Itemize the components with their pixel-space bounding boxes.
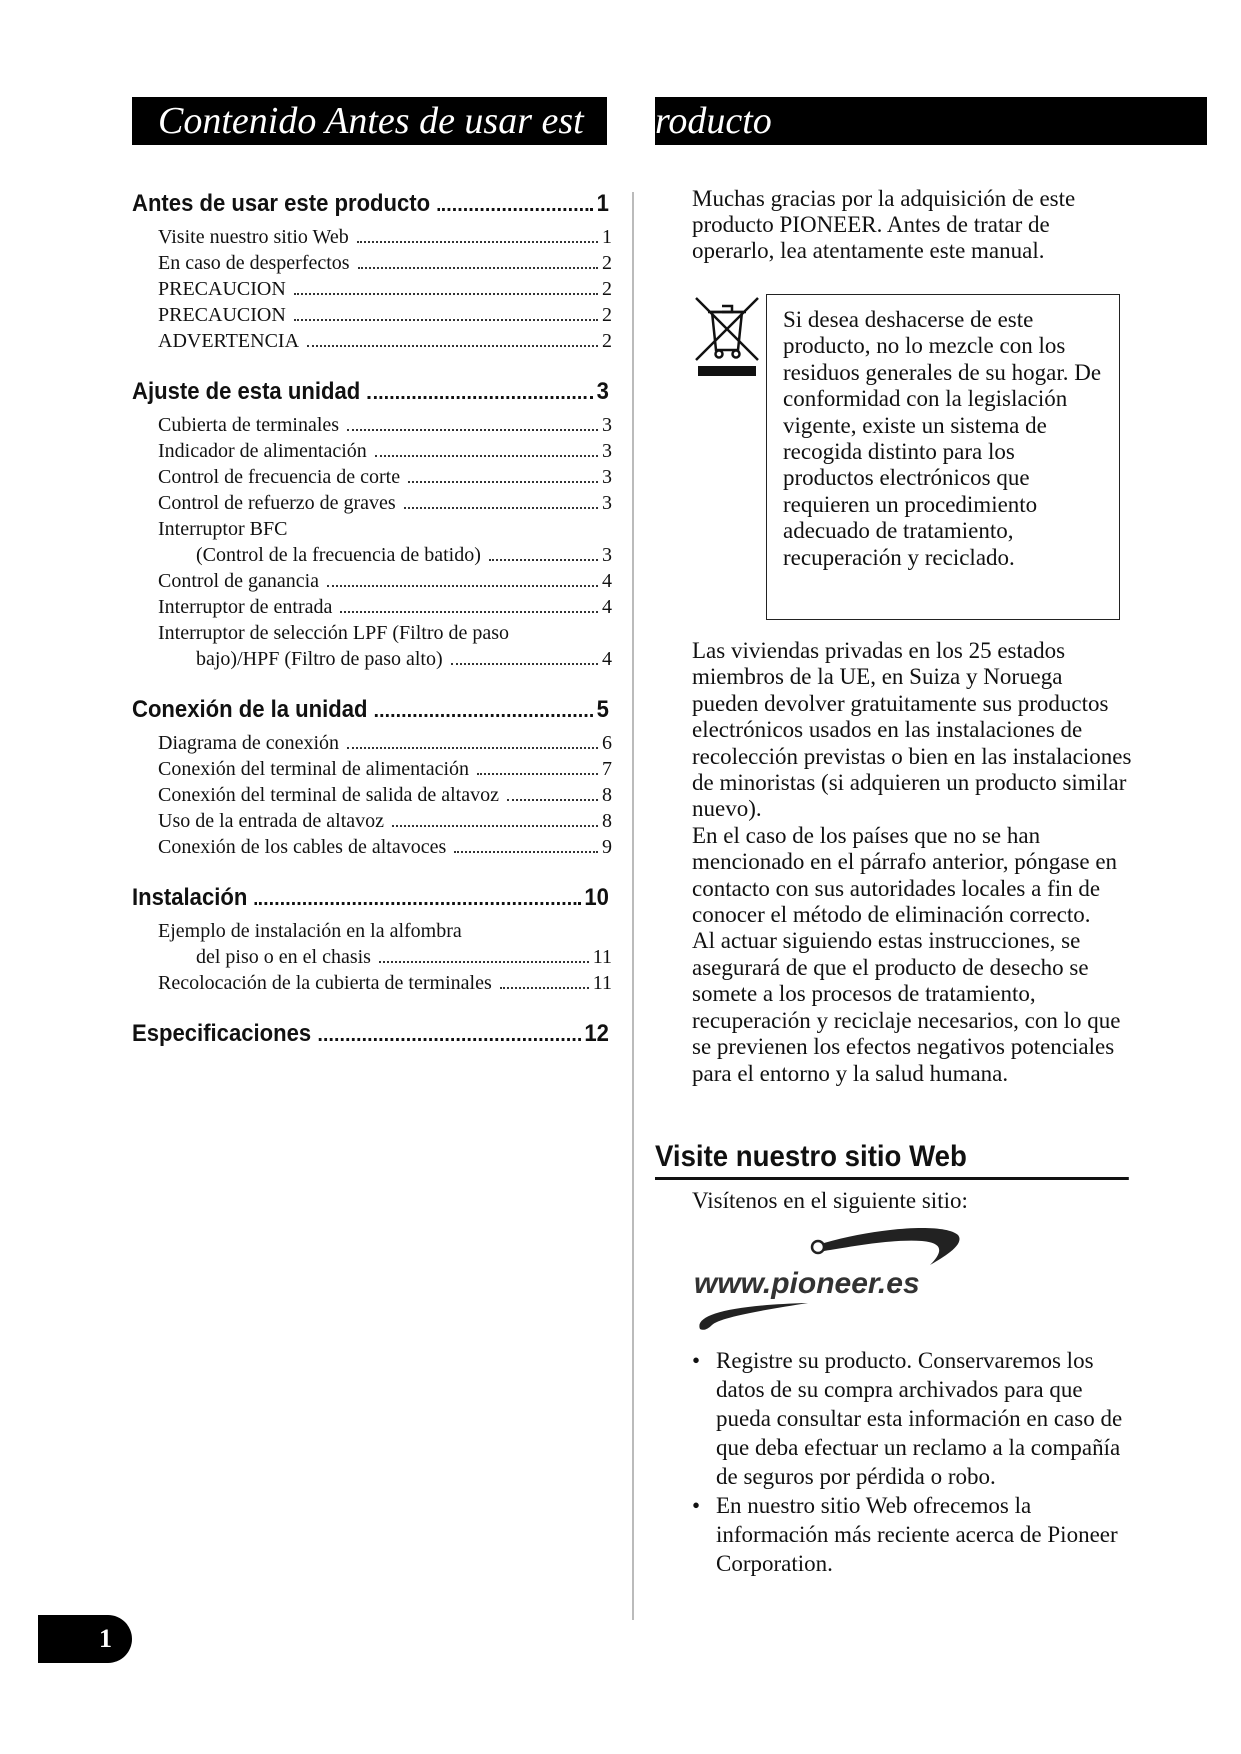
- toc-item-label: Conexión del terminal de alimentación: [158, 758, 470, 780]
- toc-item[interactable]: [132, 302, 612, 328]
- column-divider: [632, 192, 634, 1620]
- toc-section: [132, 878, 612, 996]
- toc-leader-dots: [454, 851, 598, 853]
- toc-item-label: Conexión del terminal de salida de altavoz: [158, 784, 499, 806]
- toc-item[interactable]: [132, 412, 612, 438]
- toc-item[interactable]: [132, 730, 612, 756]
- toc-item[interactable]: [132, 646, 612, 672]
- toc-item[interactable]: [132, 516, 612, 542]
- toc-item-page: 4: [602, 570, 612, 592]
- toc-leader-dots: [358, 267, 598, 269]
- toc-item-page: 4: [602, 596, 612, 618]
- logo-text: www.pioneer.es: [694, 1267, 920, 1300]
- website-bullet-item: [692, 1491, 1132, 1578]
- toc-item-label: Interruptor BFC: [158, 518, 288, 540]
- toc-section: [132, 690, 612, 860]
- toc-item-page: 3: [602, 440, 612, 462]
- header-title-left: Contenido Antes de usar est: [158, 100, 584, 142]
- toc-item[interactable]: [132, 782, 612, 808]
- toc-section-heading[interactable]: [132, 372, 609, 412]
- toc-item-label: Interruptor de entrada: [158, 596, 333, 618]
- toc-leader-dots: [347, 429, 598, 431]
- toc-item-page: 11: [592, 972, 612, 994]
- website-bullet-item: [692, 1346, 1132, 1491]
- header-title-right: roducto: [655, 100, 772, 142]
- toc-leader-dots: [294, 293, 598, 295]
- page-number-badge: [38, 1615, 132, 1663]
- toc-item[interactable]: [132, 756, 612, 782]
- toc-item-page: 11: [592, 946, 612, 968]
- body-paragraph-2: En el caso de los países que no se han mencionado en el párrafo anterior, póngase en contacto con sus autoridades locales a fin de conocer el método de eliminación correcto.: [692, 822, 1118, 928]
- toc-item-label: Ejemplo de instalación en la alfombra: [158, 920, 462, 942]
- toc-leader-dots: [379, 961, 589, 963]
- toc-leader-dots: [347, 747, 598, 749]
- toc-item[interactable]: [132, 328, 612, 354]
- table-of-contents: [132, 184, 612, 1072]
- toc-item[interactable]: [132, 542, 612, 568]
- toc-item-page: 2: [602, 252, 612, 274]
- toc-item[interactable]: [132, 918, 612, 944]
- toc-item-label: bajo)/HPF (Filtro de paso alto): [196, 648, 443, 670]
- toc-item-label: (Control de la frecuencia de batido): [196, 544, 481, 566]
- visit-text: Visítenos en el siguiente sitio:: [692, 1188, 968, 1213]
- toc-item-label: Visite nuestro sitio Web: [158, 226, 349, 248]
- toc-item[interactable]: [132, 620, 612, 646]
- pioneer-website-logo[interactable]: [690, 1225, 980, 1335]
- toc-item[interactable]: [132, 276, 612, 302]
- toc-item-label: Uso de la entrada de altavoz: [158, 810, 385, 832]
- toc-section-heading[interactable]: [132, 690, 609, 730]
- toc-section-page: 10: [584, 884, 609, 911]
- toc-item-label: PRECAUCION: [158, 304, 286, 326]
- toc-item-page: 2: [602, 304, 612, 326]
- toc-item-label: Indicador de alimentación: [158, 440, 367, 462]
- toc-leader-dots: [255, 902, 581, 905]
- toc-leader-dots: [357, 241, 598, 243]
- website-heading: Visite nuestro sitio Web: [655, 1137, 1129, 1180]
- toc-item-page: 3: [602, 466, 612, 488]
- toc-section: [132, 184, 612, 354]
- toc-item[interactable]: [132, 490, 612, 516]
- disposal-notice-box: Si desea deshacerse de este producto, no lo mezcle con los residuos generales de su hogar. De conformidad con la legislación vigente, existe un sistema de recogida distinto para los productos electrónicos que requieren un procedimiento adecuado de tratamiento, recuperación y reciclado.: [766, 294, 1120, 620]
- toc-item-label: En caso de desperfectos: [158, 252, 350, 274]
- disposal-body-text: [692, 638, 1132, 1087]
- intro-paragraph: Muchas gracias por la adquisición de este producto PIONEER. Antes de tratar de operarlo, lea atentamente este manual.: [692, 186, 1076, 263]
- toc-leader-dots: [340, 611, 598, 613]
- toc-leader-dots: [327, 585, 598, 587]
- toc-item-label: Diagrama de conexión: [158, 732, 340, 754]
- toc-item[interactable]: [132, 224, 612, 250]
- toc-item-page: 4: [602, 648, 612, 670]
- toc-section-title: Conexión de la unidad: [132, 696, 368, 723]
- toc-leader-dots: [368, 396, 593, 399]
- toc-item-page: 9: [602, 836, 612, 858]
- toc-item-page: 6: [602, 732, 612, 754]
- toc-section-page: 12: [584, 1020, 609, 1047]
- header-bar-left: [132, 97, 607, 145]
- toc-item-page: 3: [602, 492, 612, 514]
- toc-leader-dots: [392, 825, 598, 827]
- toc-item[interactable]: [132, 808, 612, 834]
- toc-item-label: Conexión de los cables de altavoces: [158, 836, 447, 858]
- toc-item[interactable]: [132, 944, 612, 970]
- body-paragraph-1: Las viviendas privadas en los 25 estados miembros de la UE, en Suiza y Noruega pueden devolver gratuitamente sus productos electrónicos usados en las instalaciones de recolección previstas o bien en las instalaciones de minoristas (si adquieren un producto similar nuevo).: [692, 638, 1132, 822]
- header-bar-right: [655, 97, 1207, 145]
- toc-leader-dots: [500, 987, 589, 989]
- toc-section-page: 3: [596, 378, 609, 405]
- bullet-text: Registre su producto. Conservaremos los datos de su compra archivados para que pueda consultar esta información en caso de que deba efectuar un reclamo a la compañía de seguros por pérdida o robo.: [716, 1348, 1123, 1489]
- toc-leader-dots: [489, 559, 598, 561]
- toc-item-label: del piso o en el chasis: [196, 946, 371, 968]
- toc-leader-dots: [408, 481, 598, 483]
- toc-item[interactable]: [132, 834, 612, 860]
- toc-item[interactable]: [132, 250, 612, 276]
- toc-item-page: 3: [602, 544, 612, 566]
- toc-section-page: 5: [596, 696, 609, 723]
- toc-leader-dots: [507, 799, 598, 801]
- toc-item-page: 3: [602, 414, 612, 436]
- body-paragraph-3: Al actuar siguiendo estas instrucciones, se asegurará de que el producto de desecho se somete a los procesos de tratamiento, recuperación y reciclaje necesarios, con lo que se previenen los efectos negativos potenciales para el entorno y la salud humana.: [692, 928, 1121, 1086]
- toc-section: [132, 1014, 612, 1054]
- toc-leader-dots: [438, 208, 593, 211]
- toc-item-page: 7: [602, 758, 612, 780]
- toc-leader-dots: [307, 345, 598, 347]
- toc-section-title: Ajuste de esta unidad: [132, 378, 361, 405]
- bullet-text: En nuestro sitio Web ofrecemos la información más reciente acerca de Pioneer Corporation.: [716, 1493, 1118, 1576]
- bullet-glyph: •: [692, 1348, 701, 1373]
- toc-leader-dots: [294, 319, 598, 321]
- toc-leader-dots: [404, 507, 598, 509]
- toc-leader-dots: [375, 455, 598, 457]
- toc-item[interactable]: [132, 464, 612, 490]
- toc-item-label: Cubierta de terminales: [158, 414, 340, 436]
- toc-item-label: Control de ganancia: [158, 570, 320, 592]
- page-number: 1: [99, 1624, 112, 1653]
- toc-section-page: 1: [596, 190, 609, 217]
- toc-section-heading[interactable]: [132, 184, 609, 224]
- toc-item[interactable]: [132, 594, 612, 620]
- toc-item-page: 2: [602, 330, 612, 352]
- toc-item-page: 2: [602, 278, 612, 300]
- toc-section-title: Instalación: [132, 884, 248, 911]
- toc-item-label: Recolocación de la cubierta de terminales: [158, 972, 492, 994]
- website-bullet-list: [692, 1346, 1132, 1578]
- toc-item[interactable]: [132, 970, 612, 996]
- toc-leader-dots: [477, 773, 598, 775]
- toc-item-label: Control de refuerzo de graves: [158, 492, 396, 514]
- toc-section-heading[interactable]: [132, 1014, 609, 1054]
- toc-item-label: Interruptor de selección LPF (Filtro de paso: [158, 622, 510, 644]
- toc-section-title: Especificaciones: [132, 1020, 312, 1047]
- toc-item-label: Control de frecuencia de corte: [158, 466, 401, 488]
- toc-item-page: 1: [602, 226, 612, 248]
- toc-item[interactable]: [132, 568, 612, 594]
- toc-leader-dots: [451, 663, 598, 665]
- toc-leader-dots: [319, 1038, 581, 1041]
- toc-item-page: 8: [602, 810, 612, 832]
- toc-leader-dots: [375, 714, 593, 717]
- bullet-glyph: •: [692, 1493, 701, 1518]
- toc-item-label: ADVERTENCIA: [158, 330, 300, 352]
- toc-item-page: 8: [602, 784, 612, 806]
- toc-section-title: Antes de usar este producto: [132, 190, 431, 217]
- weee-bin-icon: [692, 294, 762, 378]
- toc-item[interactable]: [132, 438, 612, 464]
- toc-section-heading[interactable]: [132, 878, 609, 918]
- toc-item-label: PRECAUCION: [158, 278, 286, 300]
- toc-section: [132, 372, 612, 672]
